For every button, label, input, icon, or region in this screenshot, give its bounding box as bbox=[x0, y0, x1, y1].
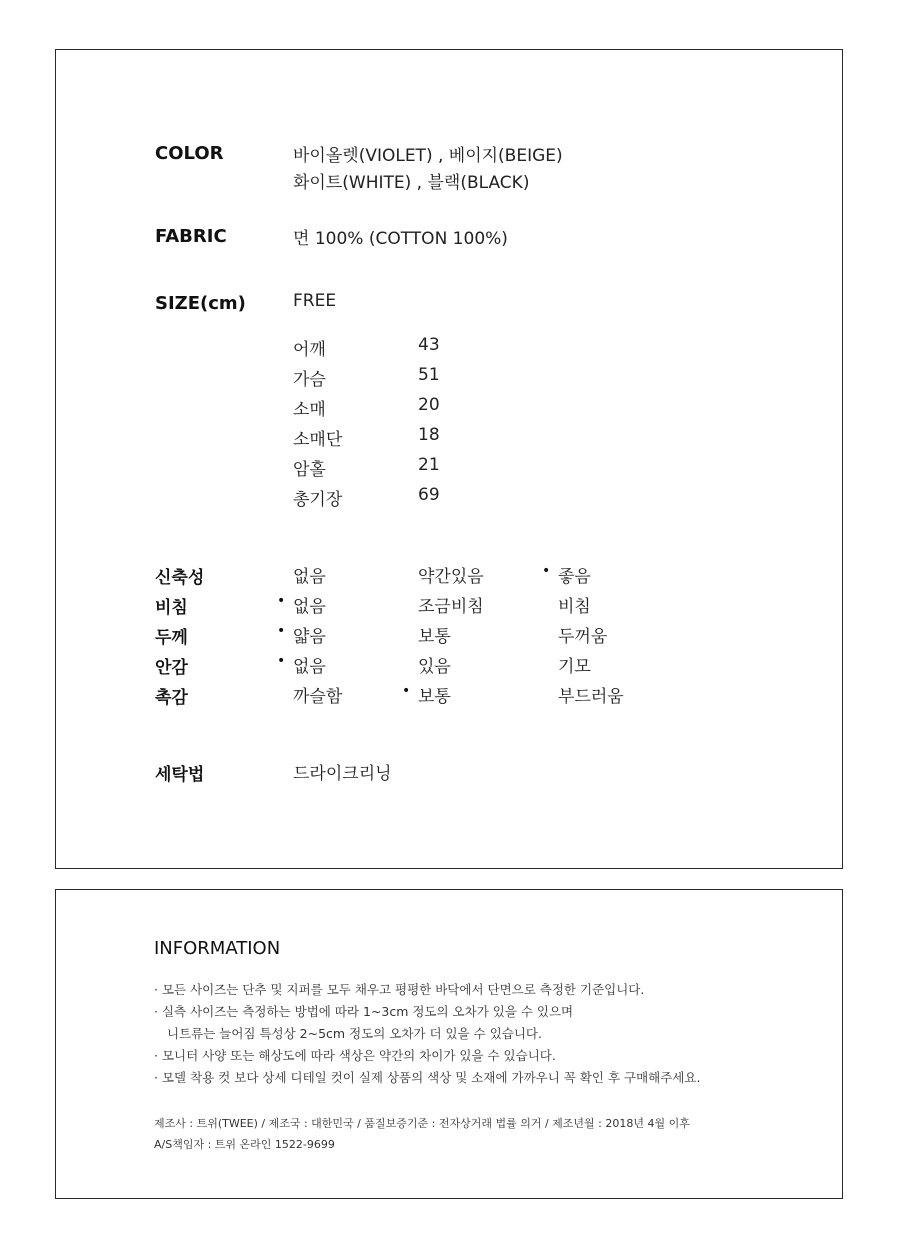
size-row-value: 21 bbox=[418, 455, 440, 475]
selected-bullet-icon: • bbox=[277, 593, 286, 609]
info-note: · 모니터 사양 또는 해상도에 따라 색상은 약간의 차이가 있을 수 있습니다. bbox=[154, 1048, 556, 1063]
size-row-name: 암홀 bbox=[293, 460, 326, 480]
attribute-option: 두꺼움 bbox=[558, 627, 608, 647]
attribute-option: 약간있음 bbox=[418, 567, 484, 587]
attribute-option: 없음 bbox=[293, 567, 326, 587]
attribute-option: 부드러움 bbox=[558, 687, 624, 707]
washing-label: 세탁법 bbox=[155, 765, 205, 785]
size-row-name: 총기장 bbox=[293, 490, 343, 510]
info-meta: A/S책임자 : 트위 온라인 1522-9699 bbox=[154, 1138, 335, 1151]
size-row-name: 어깨 bbox=[293, 340, 326, 360]
attribute-option: 얇음 bbox=[293, 627, 326, 647]
attribute-option: 보통 bbox=[418, 627, 451, 647]
attribute-label: 비침 bbox=[155, 598, 188, 618]
color-line-2: 화이트(WHITE) , 블랙(BLACK) bbox=[293, 173, 530, 193]
size-row-value: 18 bbox=[418, 425, 440, 445]
info-meta: 제조사 : 트위(TWEE) / 제조국 : 대한민국 / 품질보증기준 : 전자상거래 법률 의거 / 제조년월 : 2018년 4월 이후 bbox=[154, 1117, 690, 1130]
size-row-name: 소매단 bbox=[293, 430, 343, 450]
selected-bullet-icon: • bbox=[277, 623, 286, 639]
washing-value: 드라이크리닝 bbox=[293, 764, 392, 784]
info-note: 니트류는 늘어짐 특성상 2~5cm 정도의 오차가 더 있을 수 있습니다. bbox=[167, 1026, 542, 1041]
attribute-label: 안감 bbox=[155, 658, 188, 678]
info-note: · 모델 착용 컷 보다 상세 디테일 컷이 실제 상품의 색상 및 소재에 가까우니 꼭 확인 후 구매해주세요. bbox=[154, 1070, 701, 1085]
size-row-name: 가슴 bbox=[293, 370, 326, 390]
size-row-name: 소매 bbox=[293, 400, 326, 420]
fabric-value: 면 100% (COTTON 100%) bbox=[293, 229, 508, 249]
attribute-option: 까슬함 bbox=[293, 687, 343, 707]
attribute-label: 신축성 bbox=[155, 568, 205, 588]
size-row-value: 69 bbox=[418, 485, 440, 505]
size-row-value: 20 bbox=[418, 395, 440, 415]
size-label: SIZE(cm) bbox=[155, 293, 246, 314]
attribute-option: 없음 bbox=[293, 597, 326, 617]
information-panel bbox=[55, 889, 843, 1199]
attribute-label: 촉감 bbox=[155, 688, 188, 708]
attribute-option: 조금비침 bbox=[418, 597, 484, 617]
info-note: · 실측 사이즈는 측정하는 방법에 따라 1~3cm 정도의 오차가 있을 수 있으며 bbox=[154, 1004, 574, 1019]
size-row-value: 51 bbox=[418, 365, 440, 385]
selected-bullet-icon: • bbox=[277, 653, 286, 669]
attribute-option: 좋음 bbox=[558, 567, 591, 587]
attribute-option: 있음 bbox=[418, 657, 451, 677]
size-free: FREE bbox=[293, 291, 337, 311]
info-note: · 모든 사이즈는 단추 및 지퍼를 모두 채우고 평평한 바닥에서 단면으로 측정한 기준입니다. bbox=[154, 982, 645, 997]
color-line-1: 바이올렛(VIOLET) , 베이지(BEIGE) bbox=[293, 146, 563, 166]
size-row-value: 43 bbox=[418, 335, 440, 355]
selected-bullet-icon: • bbox=[542, 563, 551, 579]
attribute-option: 보통 bbox=[418, 687, 451, 707]
color-label: COLOR bbox=[155, 143, 224, 164]
attribute-option: 비침 bbox=[558, 597, 591, 617]
selected-bullet-icon: • bbox=[402, 683, 411, 699]
information-title: INFORMATION bbox=[154, 938, 281, 959]
attribute-option: 기모 bbox=[558, 657, 591, 677]
attribute-option: 없음 bbox=[293, 657, 326, 677]
fabric-label: FABRIC bbox=[155, 226, 227, 247]
spec-panel bbox=[55, 49, 843, 869]
attribute-label: 두께 bbox=[155, 628, 188, 648]
